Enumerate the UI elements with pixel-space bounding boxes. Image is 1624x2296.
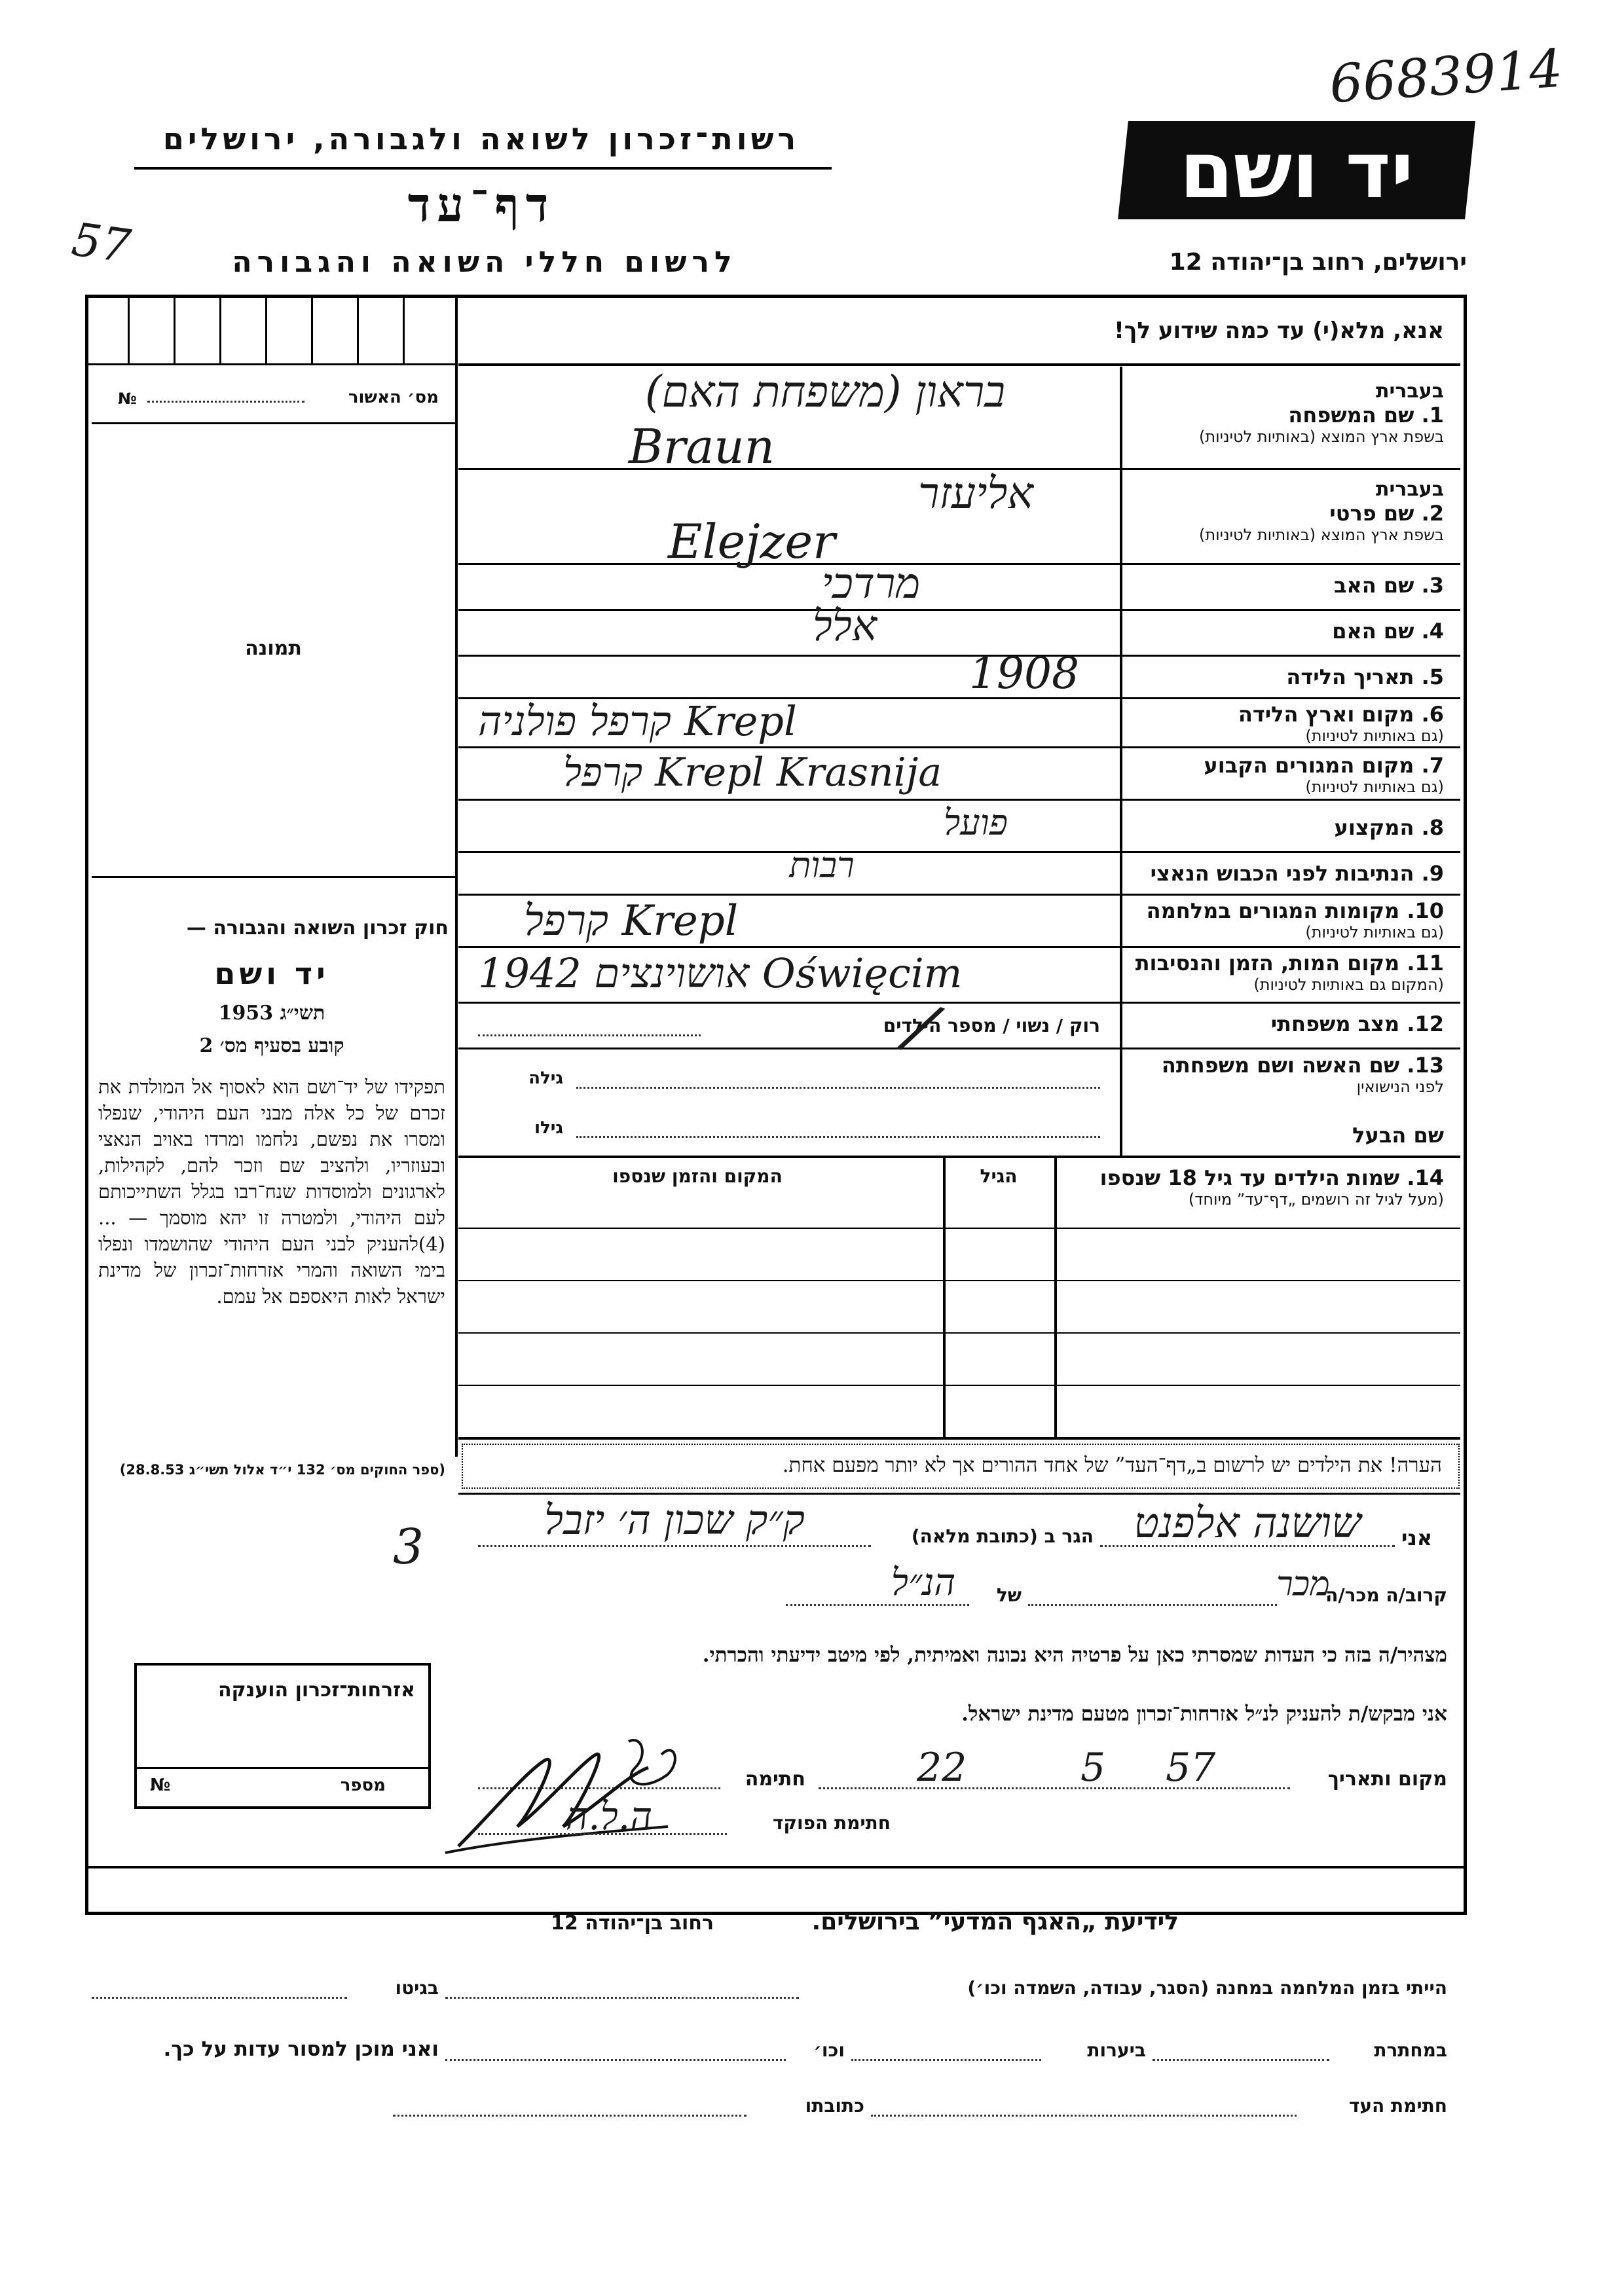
- first-name-latin[interactable]: Elejzer: [668, 514, 836, 569]
- field-death-place: 11. מקום המות, הזמן והנסיבות (המקום גם באותיות לטיניות): [1135, 951, 1444, 994]
- residing-label: הגר ב (כתובת מלאה): [911, 1525, 1094, 1547]
- field-residence: 7. מקום המגורים הקבוע (גם באותיות לטיניות): [1204, 753, 1444, 796]
- footer-witness-signature-label: חתימת העד: [1348, 2095, 1447, 2117]
- yad-vashem-logo: יד ושם: [1118, 121, 1475, 219]
- footer-ghetto-label: בגיטו: [395, 1977, 439, 1999]
- margin-note: 57: [68, 212, 134, 274]
- authority-name: רשות־זכרון לשואה ולגבורה, ירושלים: [162, 121, 800, 156]
- stamp-number-sign: №: [150, 1776, 171, 1795]
- family-name-hebrew[interactable]: בראון (משפחת האם): [644, 367, 1006, 417]
- profession-value[interactable]: פועל: [944, 802, 1008, 843]
- of-label: של: [996, 1584, 1022, 1606]
- of-value[interactable]: הנ״ל: [891, 1561, 956, 1604]
- signature-label: חתימה: [745, 1768, 805, 1791]
- children-place-header: המקום והזמן שנספו: [612, 1165, 783, 1187]
- prewar-status-value[interactable]: רבות: [789, 845, 855, 886]
- photo-box: [92, 424, 455, 876]
- residence-value[interactable]: קרפל Krepl Krasnija: [563, 750, 942, 795]
- approval-grid: [88, 298, 455, 365]
- footer-willing-testify: ואני מוכן למסור עדות על כך.: [163, 2037, 439, 2061]
- field-birth-place: 6. מקום וארץ הלידה (גם באותיות לטיניות): [1238, 702, 1444, 745]
- photo-label: תמונה: [245, 637, 302, 660]
- father-name-value[interactable]: מרדכי: [821, 560, 921, 608]
- memorial-citizenship-stamp: [134, 1663, 431, 1809]
- place-date-label: מקום ותאריך: [1327, 1768, 1447, 1791]
- field-wife-name: 13. שם האשה ושם משפחתה לפני הנישואין: [1161, 1053, 1444, 1096]
- stamp-title: אזרחות־זכרון הוענקה: [217, 1679, 415, 1702]
- official-signature-label: חתימת הפוקד: [772, 1812, 891, 1834]
- law-source: (ספר החוקים מס׳ 132 י״ד אלול תשי״ג 28.8.53): [119, 1462, 445, 1478]
- law-clause: קובע בסעיף מס׳ 2: [199, 1034, 344, 1057]
- law-body: תפקידו של יד־ושם הוא לאסוף אל המולדת את זכרם של כל אלה מבני העם היהודי, שנפלו ומסרו את נפשם, נלחמו ומרדו באויב הנאצי ובעוזריו, ולהציב שם וזכר להם, לקהילות, לארגונים ולמוסדות שנח־רבו בגלל השתייכותם לעם היהודי, ולמטרה זו יהא מוסמך — ...(4)להעניק לבני העם היהודי שהושמדו ונפלו בימי השואה והמרי אזרחות־זכרון של מדינת ישראל לאות היאספם אל עמם.: [98, 1076, 445, 1307]
- footer-line1-start: הייתי בזמן המלחמה במחנה (הסגר, עבודה, השמדה וכו׳): [967, 1977, 1447, 1999]
- notice-address: רחוב בן־יהודה 12: [551, 1912, 714, 1935]
- archive-number: 6683914: [1327, 37, 1565, 115]
- law-year: תשי״ג 1953: [218, 1002, 325, 1025]
- field-marital-status: 12. מצב משפחתי: [1270, 1011, 1444, 1036]
- form-intro: אנא, מלא(י) עד כמה שידוע לך!: [1114, 318, 1444, 344]
- declarant-prefix: אני: [1401, 1525, 1433, 1550]
- field-profession: 8. המקצוע: [1334, 815, 1444, 840]
- footer-forests-label: ביערות: [1087, 2039, 1146, 2061]
- form-subtitle: לרשום חללי השואה והגבורה: [232, 246, 737, 279]
- marital-status-options: רוק / נשוי / מספר הילדים: [883, 1015, 1100, 1036]
- date-year[interactable]: 57: [1166, 1745, 1216, 1791]
- mother-name-value[interactable]: אלל: [812, 602, 877, 651]
- date-day[interactable]: 22: [917, 1745, 967, 1791]
- form-title: דף־עד: [407, 177, 555, 232]
- declarant-name[interactable]: שושנה אלפנט: [1134, 1499, 1361, 1548]
- address: ירושלים, רחוב בן־יהודה 12: [1169, 249, 1467, 276]
- family-name-latin[interactable]: Braun: [629, 419, 775, 474]
- official-signature: ה.ל.ח: [565, 1794, 653, 1838]
- field-wartime-residence: 10. מקומות המגורים במלחמה (גם באותיות לטיניות): [1146, 898, 1444, 941]
- footer-witness-address-label: כתובתו: [805, 2095, 864, 2117]
- field-children: 14. שמות הילדים עד גיל 18 שנספו (מעל לגיל זה רושמים „דף־עד” מיוחד): [1099, 1165, 1444, 1209]
- law-logo: יד ושם: [214, 956, 329, 991]
- declarant-address[interactable]: ק״ק שכון ה׳ יזבל: [544, 1496, 805, 1544]
- stamp-number-label: מספר: [340, 1776, 386, 1795]
- date-month[interactable]: 5: [1080, 1745, 1106, 1791]
- footer-etc-label: וכו׳: [813, 2039, 845, 2061]
- birth-place-value[interactable]: קרפל פולניה Krepl: [478, 697, 797, 745]
- field-birth-date: 5. תאריך הלידה: [1286, 665, 1444, 689]
- footer-underground-label: במחתרת: [1374, 2039, 1447, 2061]
- field-mother-name: 4. שם האם: [1332, 619, 1444, 644]
- side-number: 3: [393, 1519, 424, 1575]
- request-text: אני מבקש/ת להעניק לנ״ל אזרחות־זכרון מטעם מדינת ישראל.: [961, 1702, 1447, 1726]
- birth-date-value[interactable]: 1908: [969, 648, 1079, 699]
- relation-label: קרוב/ה מכר/ה: [1325, 1584, 1447, 1606]
- first-name-hebrew[interactable]: אליעזר: [918, 468, 1033, 519]
- husband-age-label: גילו: [534, 1118, 563, 1138]
- field-prewar-status: 9. הנתיבות לפני הכבוש הנאצי: [1150, 861, 1444, 886]
- wartime-residence-value[interactable]: קרפל Krepl: [524, 897, 739, 945]
- marital-status-mark: /: [898, 987, 945, 1067]
- notice-title: לידיעת „האגף המדעי” בירושלים.: [811, 1908, 1179, 1935]
- law-title: חוק זכרון השואה והגבורה —: [186, 917, 449, 939]
- note-box: הערה! את הילדים יש לרשום ב„דף־העד” של אחד ההורים אך לא יותר מפעם אחת.: [462, 1444, 1460, 1489]
- field-family-name: בעברית 1. שם המשפחה בשפת ארץ המוצא (באותיות לטיניות): [1199, 380, 1444, 446]
- field-husband-name: שם הבעל: [1352, 1123, 1444, 1148]
- field-father-name: 3. שם האב: [1333, 573, 1444, 598]
- relation-value[interactable]: מכר: [1276, 1565, 1330, 1604]
- wife-age-label: גילה: [528, 1068, 563, 1088]
- death-place-value[interactable]: 1942 אושוינצים Oświęcim: [478, 949, 963, 997]
- approval-label: מס׳ האשור: [348, 388, 439, 407]
- declaration-text: מצהיר/ה בזה כי העדות שמסרתי כאן על פרטיה היא נכונה ואמיתית, לפי מיטב ידיעתי והכרתי.: [702, 1643, 1447, 1667]
- field-first-name: בעברית 2. שם פרטי בשפת ארץ המוצא (באותיות לטיניות): [1199, 478, 1444, 544]
- approval-number-sign: №: [118, 390, 137, 408]
- children-age-header: הגיל: [980, 1165, 1018, 1187]
